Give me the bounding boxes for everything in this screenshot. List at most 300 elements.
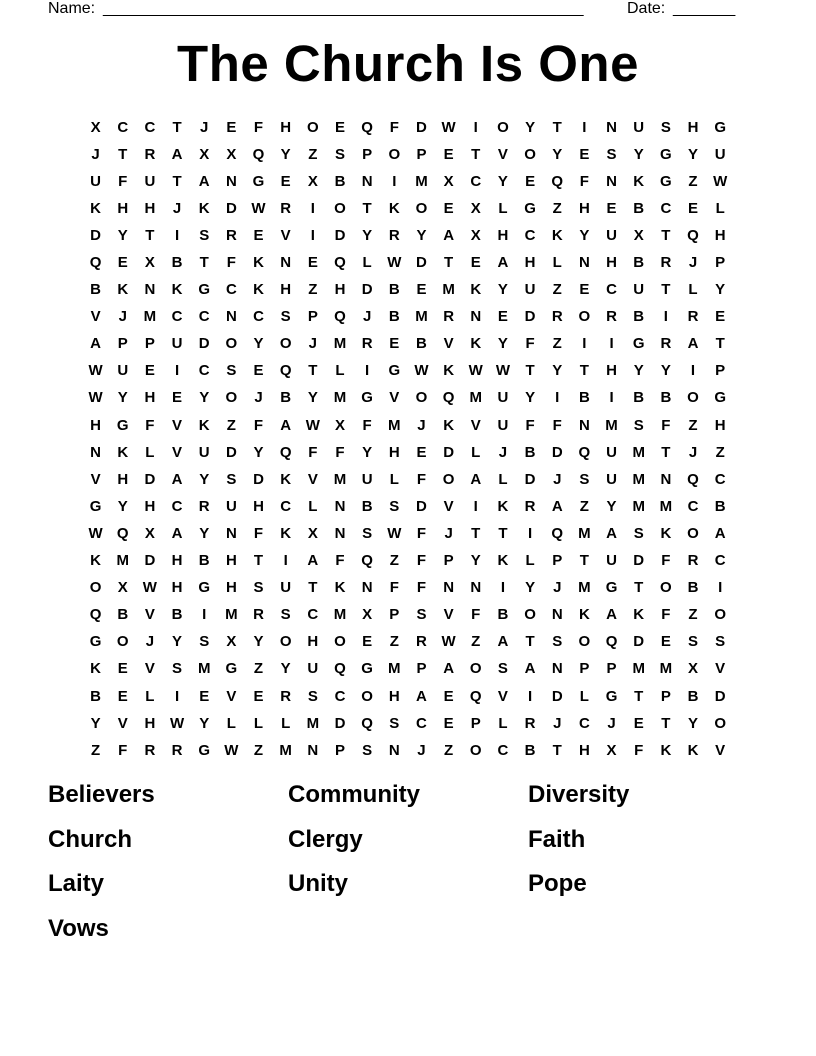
grid-letter: T	[525, 633, 535, 651]
grid-letter: T	[579, 362, 589, 380]
grid-letter: Y	[525, 118, 536, 136]
grid-letter: Y	[633, 145, 644, 163]
grid-letter: S	[416, 606, 427, 624]
grid-letter: D	[714, 687, 726, 705]
grid-letter: X	[688, 660, 699, 678]
grid-letter: B	[633, 308, 645, 326]
grid-letter: H	[280, 281, 292, 299]
grid-row	[82, 331, 734, 358]
grid-letter: E	[416, 443, 427, 461]
grid-letter: D	[144, 552, 156, 570]
grid-letter: O	[497, 118, 509, 136]
grid-letter: K	[198, 416, 210, 434]
grid-letter: Z	[715, 443, 725, 461]
grid-letter: I	[174, 362, 180, 380]
grid-letter: I	[582, 118, 587, 136]
grid-letter: H	[578, 199, 590, 217]
grid-letter: H	[714, 416, 726, 434]
grid-letter: V	[443, 335, 454, 353]
grid-letter: D	[361, 281, 373, 299]
grid-letter: B	[524, 443, 536, 461]
grid-letter: T	[118, 145, 128, 163]
grid-letter: Q	[279, 362, 292, 380]
grid-letter: J	[688, 443, 698, 461]
grid-letter: G	[198, 579, 211, 597]
grid-letter: L	[715, 199, 725, 217]
grid-letter: F	[253, 416, 264, 434]
grid-letter: Y	[470, 552, 481, 570]
grid-letter: H	[225, 579, 237, 597]
grid-letter: X	[226, 145, 237, 163]
grid-letter: Y	[362, 443, 373, 461]
grid-letter: S	[199, 633, 210, 651]
grid-letter: S	[226, 470, 237, 488]
grid-letter: O	[469, 660, 482, 678]
grid-letter: B	[497, 606, 509, 624]
grid-letter: A	[280, 416, 292, 434]
grid-letter: C	[171, 497, 183, 515]
grid-letter: C	[578, 714, 590, 732]
grid-letter: A	[606, 524, 617, 542]
grid-letter: T	[172, 172, 182, 190]
grid-letter: E	[525, 172, 536, 190]
grid-row	[82, 629, 734, 656]
grid-letter: C	[198, 308, 210, 326]
grid-letter: C	[225, 281, 237, 299]
grid-letter: S	[334, 145, 345, 163]
grid-letter: H	[225, 552, 237, 570]
grid-letter: U	[497, 389, 509, 407]
grid-letter: Z	[688, 606, 698, 624]
grid-letter: K	[117, 281, 129, 299]
grid-letter: S	[633, 524, 644, 542]
grid-letter: D	[416, 118, 427, 136]
grid-letter: T	[444, 254, 454, 272]
grid-letter: F	[253, 524, 264, 542]
grid-letter: R	[524, 497, 536, 515]
grid-letter: L	[471, 443, 481, 461]
grid-letter: E	[715, 308, 726, 326]
grid-letter: E	[253, 226, 264, 244]
grid-letter: K	[497, 552, 509, 570]
grid-letter: E	[253, 687, 264, 705]
grid-letter: B	[198, 552, 210, 570]
grid-letter: X	[334, 416, 345, 434]
grid-letter: M	[333, 335, 347, 353]
header-line	[48, 0, 748, 20]
grid-letter: E	[606, 199, 617, 217]
grid-letter: A	[171, 524, 183, 542]
grid-letter: W	[441, 118, 456, 136]
grid-letter: Z	[552, 335, 562, 353]
grid-row	[82, 737, 734, 764]
grid-letter: O	[524, 606, 536, 624]
grid-letter: I	[310, 226, 315, 244]
grid-letter: L	[226, 714, 236, 732]
grid-letter: F	[416, 579, 427, 597]
grid-letter: C	[117, 118, 129, 136]
grid-letter: D	[334, 714, 346, 732]
grid-letter: E	[226, 118, 237, 136]
grid-letter: A	[524, 660, 536, 678]
grid-letter: D	[416, 497, 427, 515]
grid-letter: Y	[606, 497, 617, 515]
grid-letter: O	[714, 714, 726, 732]
grid-letter: D	[416, 254, 427, 272]
grid-letter: U	[633, 281, 645, 299]
grid-letter: T	[634, 579, 644, 597]
grid-letter: R	[606, 308, 617, 326]
grid-letter: O	[89, 579, 102, 597]
grid-letter: R	[551, 308, 563, 326]
grid-letter: S	[552, 633, 563, 651]
grid-letter: L	[145, 687, 155, 705]
grid-letter: P	[307, 308, 318, 326]
grid-letter: P	[334, 741, 345, 759]
grid-letter: A	[470, 470, 482, 488]
grid-letter: H	[714, 226, 726, 244]
grid-letter: M	[632, 443, 645, 461]
grid-letter: I	[527, 524, 533, 542]
grid-letter: B	[117, 606, 129, 624]
grid-letter: G	[252, 172, 265, 190]
grid-letter: N	[551, 660, 563, 678]
grid-letter: H	[117, 199, 129, 217]
grid-letter: M	[225, 606, 238, 624]
grid-letter: C	[416, 714, 427, 732]
grid-letter: D	[90, 226, 101, 244]
grid-letter: V	[90, 308, 101, 326]
grid-letter: P	[117, 335, 128, 353]
grid-letter: W	[251, 199, 266, 217]
grid-letter: D	[225, 199, 237, 217]
grid-letter: T	[253, 552, 264, 570]
grid-letter: X	[470, 226, 481, 244]
grid-letter: P	[579, 660, 590, 678]
grid-row	[82, 439, 734, 466]
grid-letter: G	[361, 660, 373, 678]
grid-letter: Q	[361, 552, 373, 570]
grid-letter: K	[90, 199, 101, 217]
grid-letter: F	[552, 416, 562, 434]
grid-letter: Z	[389, 552, 399, 570]
grid-letter: J	[688, 254, 698, 272]
grid-letter: F	[389, 118, 399, 136]
grid-letter: O	[334, 633, 346, 651]
grid-letter: P	[715, 254, 726, 272]
grid-letter: X	[470, 199, 481, 217]
grid-letter: F	[634, 741, 644, 759]
grid-letter: H	[334, 281, 346, 299]
grid-letter: E	[389, 335, 400, 353]
grid-letter: A	[606, 606, 617, 624]
grid-letter: M	[333, 470, 347, 488]
grid-letter: T	[661, 226, 671, 244]
grid-letter: J	[444, 524, 453, 542]
grid-letter: M	[415, 172, 428, 190]
grid-letter: M	[388, 416, 401, 434]
grid-letter: K	[497, 497, 509, 515]
grid-letter: Q	[334, 660, 346, 678]
grid-letter: K	[443, 362, 455, 380]
grid-letter: Q	[334, 254, 346, 272]
grid-letter: K	[687, 741, 699, 759]
grid-letter: C	[714, 470, 726, 488]
grid-letter: D	[633, 633, 645, 651]
grid-letter: O	[469, 741, 482, 759]
grid-letter: D	[633, 552, 645, 570]
grid-letter: D	[144, 470, 156, 488]
grid-letter: I	[174, 687, 180, 705]
grid-letter: R	[361, 335, 373, 353]
grid-letter: L	[552, 254, 562, 272]
grid-letter: S	[280, 606, 291, 624]
grid-letter: I	[174, 226, 180, 244]
grid-letter: K	[117, 443, 129, 461]
grid-letter: P	[416, 660, 427, 678]
grid-letter: I	[582, 335, 587, 353]
grid-letter: W	[468, 362, 483, 380]
grid-letter: D	[524, 308, 536, 326]
grid-letter: S	[172, 660, 183, 678]
grid-letter: R	[198, 497, 210, 515]
grid-letter: N	[361, 172, 373, 190]
grid-letter: X	[362, 606, 373, 624]
grid-letter: T	[525, 362, 535, 380]
grid-letter: A	[171, 470, 183, 488]
grid-letter: C	[253, 308, 264, 326]
grid-letter: T	[579, 552, 589, 570]
grid-letter: Y	[199, 714, 210, 732]
grid-letter: A	[497, 254, 509, 272]
grid-letter: L	[498, 714, 508, 732]
grid-letter: A	[198, 172, 210, 190]
grid-letter: U	[606, 443, 617, 461]
grid-letter: D	[524, 470, 536, 488]
grid-letter: Y	[497, 281, 508, 299]
grid-letter: G	[89, 497, 102, 515]
grid-row	[82, 277, 734, 304]
grid-letter: Q	[279, 443, 292, 461]
grid-letter: N	[551, 606, 563, 624]
grid-letter: X	[307, 172, 318, 190]
grid-letter: T	[308, 579, 318, 597]
grid-letter: I	[392, 172, 397, 190]
grid-row	[82, 710, 734, 737]
grid-letter: C	[497, 741, 509, 759]
grid-letter: B	[388, 308, 400, 326]
grid-letter: X	[144, 254, 155, 272]
grid-letter: N	[280, 254, 292, 272]
grid-letter: C	[198, 362, 210, 380]
grid-letter: O	[334, 199, 346, 217]
grid-letter: Z	[552, 199, 562, 217]
grid-letter: K	[443, 416, 455, 434]
grid-letter: G	[198, 741, 211, 759]
grid-letter: E	[443, 687, 454, 705]
grid-letter: O	[687, 524, 699, 542]
grid-letter: W	[713, 172, 728, 190]
grid-letter: S	[660, 118, 671, 136]
grid-letter: O	[225, 389, 238, 407]
grid-letter: J	[553, 579, 562, 597]
grid-letter: C	[280, 497, 292, 515]
grid-letter: J	[145, 633, 155, 651]
grid-letter: R	[144, 145, 156, 163]
grid-letter: Z	[226, 416, 236, 434]
grid-letter: N	[225, 524, 237, 542]
grid-letter: R	[280, 199, 292, 217]
grid-letter: N	[606, 118, 617, 136]
grid-letter: I	[283, 552, 288, 570]
grid-row	[82, 548, 734, 575]
grid-letter: V	[280, 226, 291, 244]
grid-letter: E	[579, 145, 590, 163]
grid-letter: Q	[89, 606, 102, 624]
grid-letter: B	[633, 199, 645, 217]
grid-letter: W	[88, 389, 103, 407]
grid-letter: Y	[199, 524, 210, 542]
grid-letter: Z	[471, 633, 481, 651]
grid-letter: F	[253, 118, 264, 136]
grid-letter: F	[471, 606, 481, 624]
grid-letter: B	[388, 281, 400, 299]
grid-row	[82, 358, 734, 385]
grid-letter: V	[443, 606, 454, 624]
grid-letter: S	[633, 416, 644, 434]
grid-letter: C	[470, 172, 482, 190]
grid-letter: U	[117, 362, 129, 380]
grid-letter: P	[389, 606, 400, 624]
grid-letter: I	[663, 308, 668, 326]
grid-row	[82, 249, 734, 276]
grid-letter: V	[470, 416, 481, 434]
grid-letter: M	[578, 524, 591, 542]
grid-letter: E	[470, 254, 481, 272]
grid-letter: O	[415, 389, 428, 407]
grid-letter: H	[524, 254, 536, 272]
grid-row	[82, 493, 734, 520]
grid-letter: F	[525, 416, 535, 434]
grid-letter: S	[579, 470, 590, 488]
grid-letter: N	[388, 741, 400, 759]
grid-letter: R	[687, 552, 699, 570]
grid-letter: H	[606, 254, 617, 272]
grid-letter: X	[144, 524, 155, 542]
grid-letter: K	[280, 524, 292, 542]
grid-letter: A	[171, 145, 183, 163]
grid-letter: Y	[117, 389, 128, 407]
grid-letter: R	[443, 308, 455, 326]
grid-letter: I	[365, 362, 370, 380]
grid-letter: E	[199, 687, 210, 705]
grid-letter: N	[660, 470, 672, 488]
grid-letter: T	[498, 524, 508, 542]
grid-letter: K	[388, 199, 400, 217]
grid-letter: E	[280, 172, 291, 190]
grid-letter: Q	[361, 714, 373, 732]
grid-letter: F	[525, 335, 535, 353]
grid-letter: I	[718, 579, 723, 597]
grid-letter: D	[551, 687, 563, 705]
word-list-item: Church	[48, 825, 132, 853]
word-search-grid	[82, 114, 734, 764]
grid-letter: F	[335, 443, 345, 461]
grid-letter: C	[606, 281, 617, 299]
grid-letter: I	[500, 579, 505, 597]
grid-row	[82, 385, 734, 412]
name-label: Name:	[48, 0, 96, 17]
grid-letter: Y	[552, 362, 563, 380]
grid-letter: D	[443, 443, 455, 461]
word-list-item: Unity	[288, 870, 348, 897]
grid-letter: K	[633, 172, 645, 190]
grid-letter: F	[416, 524, 427, 542]
word-list-item: Vows	[48, 914, 109, 942]
grid-letter: H	[388, 687, 400, 705]
grid-letter: I	[690, 362, 696, 380]
grid-letter: M	[632, 470, 645, 488]
grid-letter: S	[688, 633, 699, 651]
grid-letter: R	[388, 226, 400, 244]
grid-letter: O	[306, 118, 319, 136]
grid-letter: B	[714, 497, 726, 515]
grid-letter: B	[660, 389, 672, 407]
grid-letter: J	[362, 308, 372, 326]
grid-letter: B	[687, 687, 699, 705]
grid-letter: O	[279, 633, 292, 651]
grid-row	[82, 520, 734, 547]
grid-letter: V	[172, 416, 183, 434]
grid-letter: L	[362, 254, 372, 272]
grid-letter: L	[335, 362, 345, 380]
grid-letter: E	[144, 362, 155, 380]
grid-letter: C	[524, 226, 536, 244]
grid-letter: E	[443, 199, 454, 217]
grid-letter: C	[687, 497, 699, 515]
word-list-item: Faith	[528, 825, 586, 853]
grid-letter: I	[202, 606, 207, 624]
word-list-item: Clergy	[288, 825, 363, 853]
grid-letter: I	[473, 497, 478, 515]
grid-letter: Z	[308, 145, 318, 163]
grid-letter: X	[307, 524, 318, 542]
grid-letter: A	[443, 660, 455, 678]
grid-letter: Q	[89, 254, 102, 272]
grid-letter: N	[578, 254, 590, 272]
grid-letter: K	[253, 281, 264, 299]
grid-letter: O	[524, 145, 536, 163]
grid-letter: L	[498, 199, 508, 217]
grid-letter: T	[471, 145, 481, 163]
grid-letter: Q	[687, 470, 699, 488]
grid-letter: N	[334, 497, 346, 515]
grid-letter: I	[310, 199, 315, 217]
grid-letter: R	[253, 606, 264, 624]
grid-letter: O	[361, 687, 373, 705]
grid-letter: F	[579, 172, 589, 190]
grid-row	[82, 575, 734, 602]
grid-letter: L	[145, 443, 155, 461]
grid-letter: J	[553, 470, 562, 488]
grid-letter: Z	[308, 281, 318, 299]
date-label: Date:	[627, 0, 666, 17]
grid-letter: B	[280, 389, 292, 407]
grid-letter: X	[443, 172, 454, 190]
grid-letter: E	[307, 254, 318, 272]
grid-letter: L	[389, 470, 399, 488]
grid-letter: U	[90, 172, 101, 190]
